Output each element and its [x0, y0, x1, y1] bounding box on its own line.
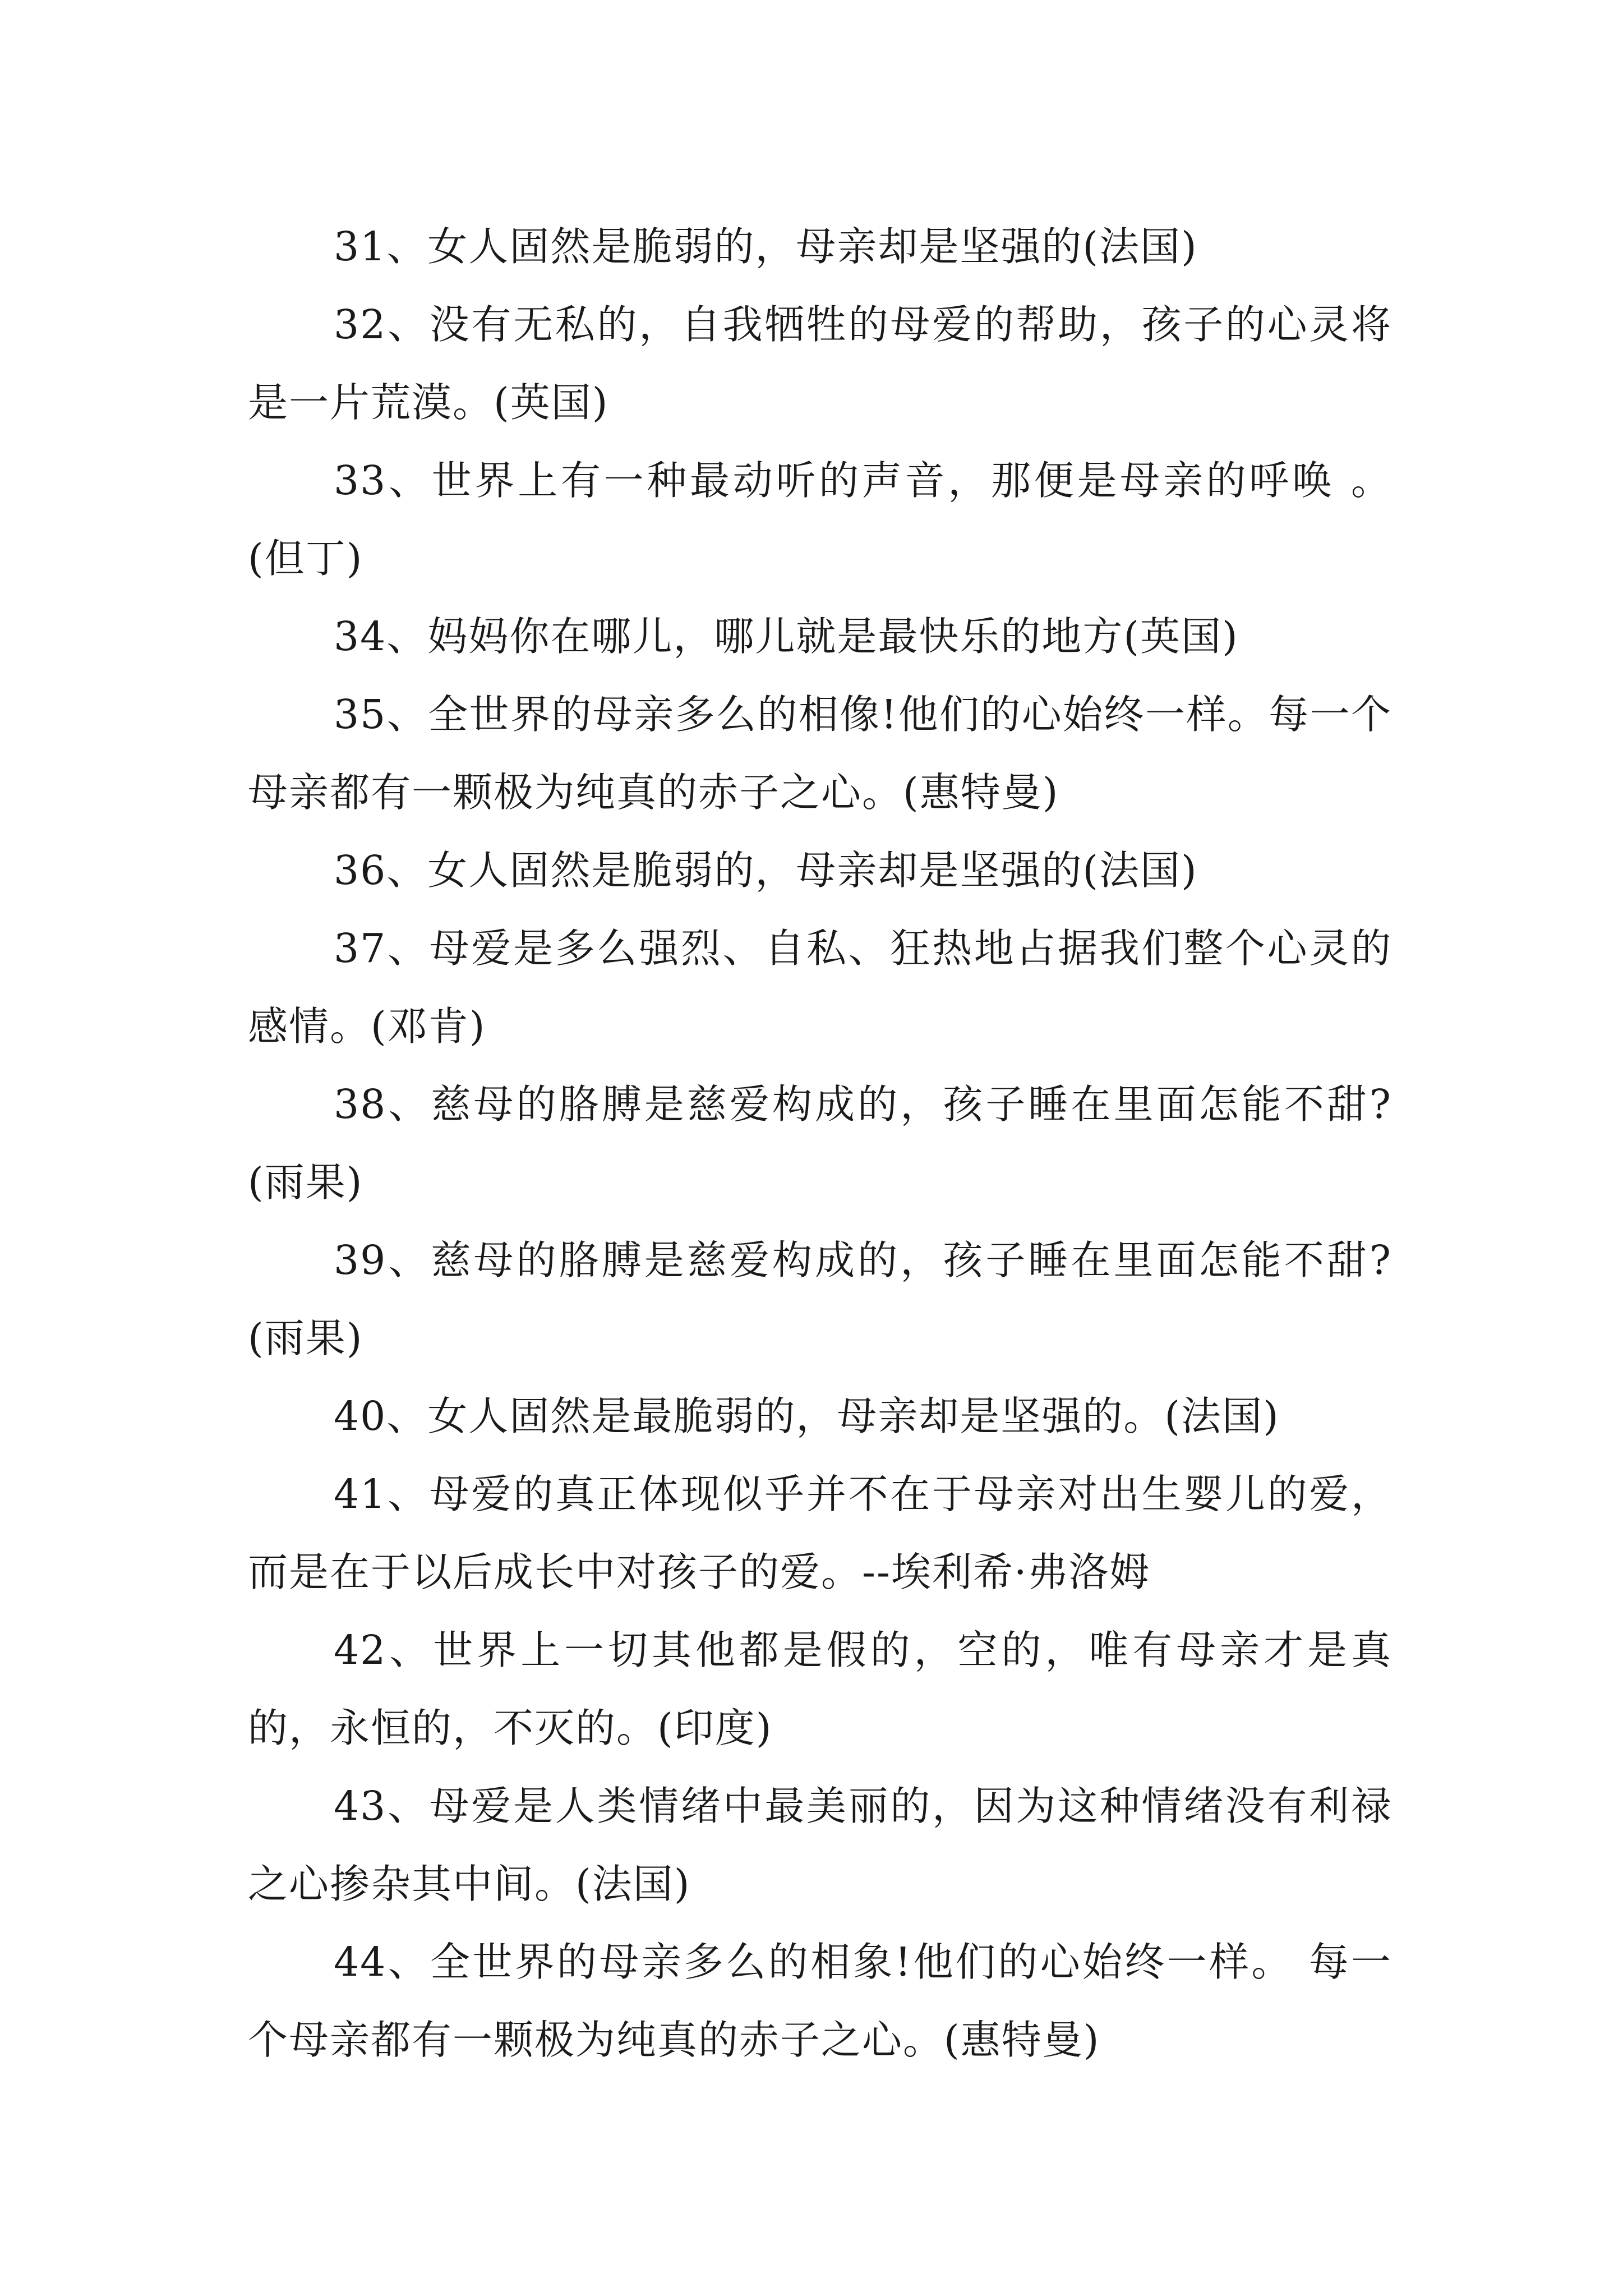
quote-42: 42、世界上一切其他都是假的，空的，唯有母亲才是真的，永恒的，不灭的。(印度) — [248, 1627, 1392, 1751]
quote-39: 39、慈母的胳膊是慈爱构成的，孩子睡在里面怎能不甜?(雨果) — [248, 1237, 1392, 1361]
quote-list — [248, 208, 1392, 2079]
quote-36: 36、女人固然是脆弱的，母亲却是坚强的(法国) — [334, 847, 1198, 894]
quote-33: 33、世界上有一种最动听的声音，那便是母亲的呼唤 。(但丁) — [248, 457, 1392, 582]
quote-41: 41、母爱的真正体现似乎并不在于母亲对出生婴儿的爱，而是在于以后成长中对孩子的爱。--埃利希·弗洛姆 — [248, 1471, 1392, 1595]
quote-31: 31、女人固然是脆弱的，母亲却是坚强的(法国) — [334, 223, 1198, 270]
quote-44: 44、全世界的母亲多么的相象!他们的心始终一样。 每一个母亲都有一颗极为纯真的赤子之心。(惠特曼) — [248, 1939, 1392, 2063]
quote-38: 38、慈母的胳膊是慈爱构成的，孩子睡在里面怎能不甜?(雨果) — [248, 1081, 1392, 1205]
quote-32: 32、没有无私的，自我牺牲的母爱的帮助，孩子的心灵将是一片荒漠。(英国) — [248, 301, 1392, 426]
quote-40: 40、女人固然是最脆弱的，母亲却是坚强的。(法国) — [334, 1393, 1280, 1439]
quote-35: 35、全世界的母亲多么的相像!他们的心始终一样。每一个母亲都有一颗极为纯真的赤子之心。(惠特曼) — [248, 691, 1392, 816]
quote-37: 37、母爱是多么强烈、自私、狂热地占据我们整个心灵的感情。(邓肯) — [248, 925, 1392, 1050]
quote-43: 43、母爱是人类情绪中最美丽的，因为这种情绪没有利禄之心掺杂其中间。(法国) — [248, 1783, 1392, 1907]
quote-34: 34、妈妈你在哪儿，哪儿就是最快乐的地方(英国) — [334, 613, 1239, 660]
